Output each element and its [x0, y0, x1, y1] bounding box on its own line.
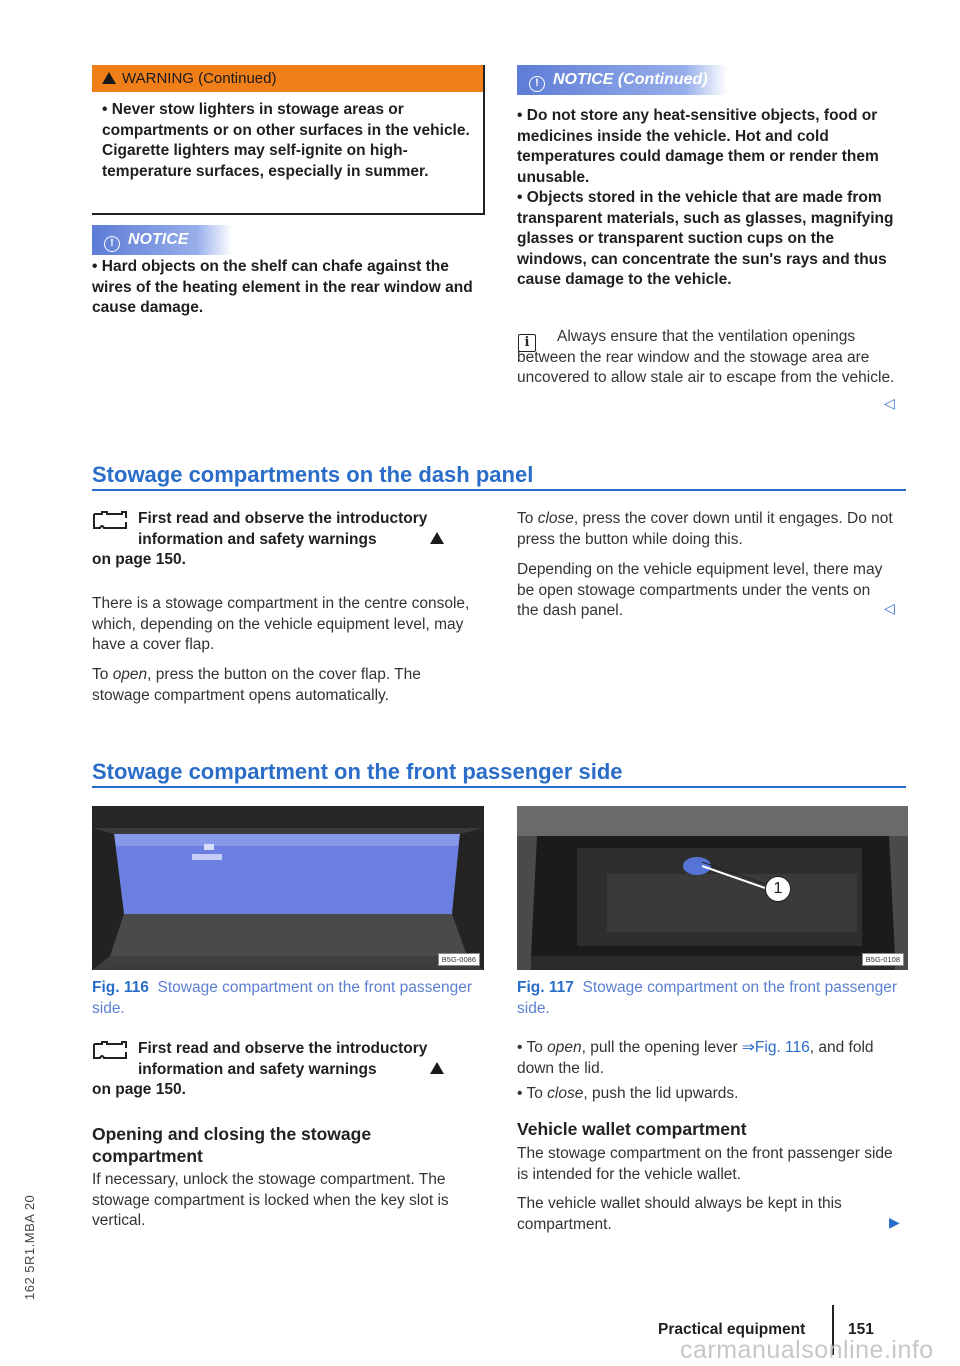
section-heading-dash-panel: Stowage compartments on the dash panel: [92, 462, 534, 487]
notice-icon: !: [104, 236, 120, 252]
end-mark-icon: ◁: [884, 600, 895, 616]
notice-left-header: [92, 225, 232, 255]
section1-para-4: Depending on the vehicle equipment level, there may be open stowage compartments under the vents on the dash panel.: [517, 561, 883, 619]
notice-right-info: [517, 327, 902, 389]
b1-post: , and fold down the lid.: [517, 1039, 874, 1077]
notice-right-bullet-2-text: Objects stored in the vehicle that are made from transparent materials, such as glasses, magnifying glasses or transparent suction cups on the windows, can concentrate the sun's rays and thus cause damage to the vehicle.: [517, 189, 894, 288]
warning-bullet-text: Never stow lighters in stowage areas or compartments or on other surfaces in the vehicle. Cigarette lighters may self-ignite on high-temperature surfaces, especially in summer.: [102, 101, 470, 180]
section-heading-passenger: Stowage compartment on the front passenger side: [92, 759, 623, 784]
figure-117-number: Fig. 117: [517, 979, 574, 996]
book-icon: [92, 1040, 130, 1060]
notice-right-title: NOTICE (Continued): [553, 71, 708, 88]
warning-triangle-icon: [430, 532, 444, 544]
footer-section-title: Practical equipment: [658, 1321, 806, 1338]
p3-italic: close: [537, 510, 574, 527]
b1-pre: To: [526, 1039, 548, 1056]
section1-para-2: [92, 665, 478, 706]
callout-number: 1: [773, 880, 783, 897]
read-first-text: First read and observe the introductory information and safety warnings: [138, 510, 428, 548]
notice-left-bullet: Hard objects on the shelf can chafe against the wires of the heating element in the rear window and cause damage.: [92, 258, 473, 316]
section2-bullet-close: • To close, push the lid upwards.: [517, 1085, 739, 1102]
read-first-page-ref: on page 150.: [92, 551, 186, 568]
warning-box: [92, 65, 485, 215]
warning-triangle-icon: [102, 72, 116, 84]
document-code: 162 5R1.MBA 20: [22, 1194, 37, 1300]
watermark: carmanualsonline.info: [680, 1336, 934, 1364]
figure-116-caption-text: Stowage compartment on the front passenger side.: [92, 979, 472, 1017]
figure-117-image: [517, 806, 908, 970]
read-first-block-2: [92, 1039, 484, 1080]
callout-1: [765, 876, 791, 902]
subheading-vehicle-wallet: Vehicle wallet compartment: [517, 1119, 747, 1139]
p3-pre: To: [517, 510, 538, 527]
notice-right-bullet-1-text: Do not store any heat-sensitive objects, food or medicines inside the vehicle. Hot and cold temperatures could damage them or render them unusable.: [517, 107, 879, 186]
glovebox-photo-drawing: [92, 806, 484, 970]
section-rule: [92, 489, 906, 491]
notice-right-info-text: Always ensure that the ventilation openings between the rear window and the stowage area are uncovered to allow stale air to escape from the vehicle.: [517, 328, 895, 386]
notice-right-header: [517, 65, 727, 95]
warning-title: WARNING (Continued): [122, 70, 277, 87]
figure-117-code: B5G-0108: [862, 953, 904, 966]
page-number: 151: [848, 1321, 874, 1338]
section1-para-3: [517, 509, 907, 550]
end-mark-icon: ◁: [884, 395, 895, 411]
warning-header: [92, 65, 483, 92]
p3-post: , press the cover down until it engages. Do not press the button while doing this.: [517, 510, 893, 548]
subheading-opening-closing: Opening and closing the stowage compartment: [92, 1124, 372, 1166]
notice-right-bullet-2: • Objects stored in the vehicle that are made from transparent materials, such as glasses, magnifying glasses or transparent suction cups on the windows, can concentrate the sun's rays and thus cause damage to the vehicle.: [517, 189, 894, 288]
section1-para-1: There is a stowage compartment in the centre console, which, depending on the vehicle equipment level, may have a cover flap.: [92, 595, 470, 653]
p2-post: , press the button on the cover flap. The stowage compartment opens automatically.: [92, 666, 421, 704]
figure-116-code: B5G-0086: [438, 953, 480, 966]
p2-italic: open: [112, 666, 148, 683]
section2-bullet-open: • To open, pull the opening lever ⇒Fig. 116, and fold down the lid.: [517, 1039, 874, 1077]
p2-pre: To: [92, 666, 113, 683]
figure-117-caption-text: Stowage compartment on the front passenger side.: [517, 979, 897, 1017]
section2-para-2: The stowage compartment on the front passenger side is intended for the vehicle wallet.: [517, 1145, 893, 1183]
section2-para-3: The vehicle wallet should always be kept in this compartment.: [517, 1195, 842, 1233]
warning-text: • Never stow lighters in stowage areas or compartments or on other surfaces in the vehicle. Cigarette lighters may self-ignite on high-temperature surfaces, especially in summer.: [102, 101, 470, 180]
notice-left-text: • Hard objects on the shelf can chafe against the wires of the heating element in the rear window and cause damage.: [92, 258, 473, 316]
read-first-page-ref-2: on page 150.: [92, 1081, 186, 1098]
b1-mid: , pull the opening lever: [581, 1039, 742, 1056]
section-rule: [92, 786, 906, 788]
figure-116-caption: [92, 978, 482, 1019]
book-icon: [92, 510, 130, 530]
glovebox-open-photo-drawing: [517, 806, 908, 970]
b2-italic: close: [547, 1085, 584, 1102]
figure-116-image: [92, 806, 484, 970]
read-first-text: First read and observe the introductory information and safety warnings: [138, 1040, 428, 1078]
notice-right-bullet-1: • Do not store any heat-sensitive objects, food or medicines inside the vehicle. Hot and cold temperatures could damage them or render them unusable.: [517, 107, 879, 186]
b2-pre: To: [526, 1085, 548, 1102]
b2-post: , push the lid upwards.: [583, 1085, 739, 1102]
read-first-block: [92, 509, 484, 550]
notice-icon: !: [529, 76, 545, 92]
continue-arrow-icon: ▶: [889, 1214, 900, 1230]
section2-para-1: If necessary, unlock the stowage compartment. The stowage compartment is locked when the key slot is vertical.: [92, 1171, 449, 1229]
notice-left-title: NOTICE: [128, 231, 189, 248]
b1-italic: open: [547, 1039, 582, 1056]
figure-reference-link[interactable]: ⇒Fig. 116: [741, 1039, 810, 1056]
read-first-warning-ref-2: [430, 1060, 444, 1081]
read-first-warning-ref: [430, 530, 444, 551]
info-icon: i: [518, 334, 536, 352]
warning-triangle-icon: [430, 1062, 444, 1074]
figure-116-number: Fig. 116: [92, 979, 149, 996]
figure-117-caption: [517, 978, 907, 1019]
